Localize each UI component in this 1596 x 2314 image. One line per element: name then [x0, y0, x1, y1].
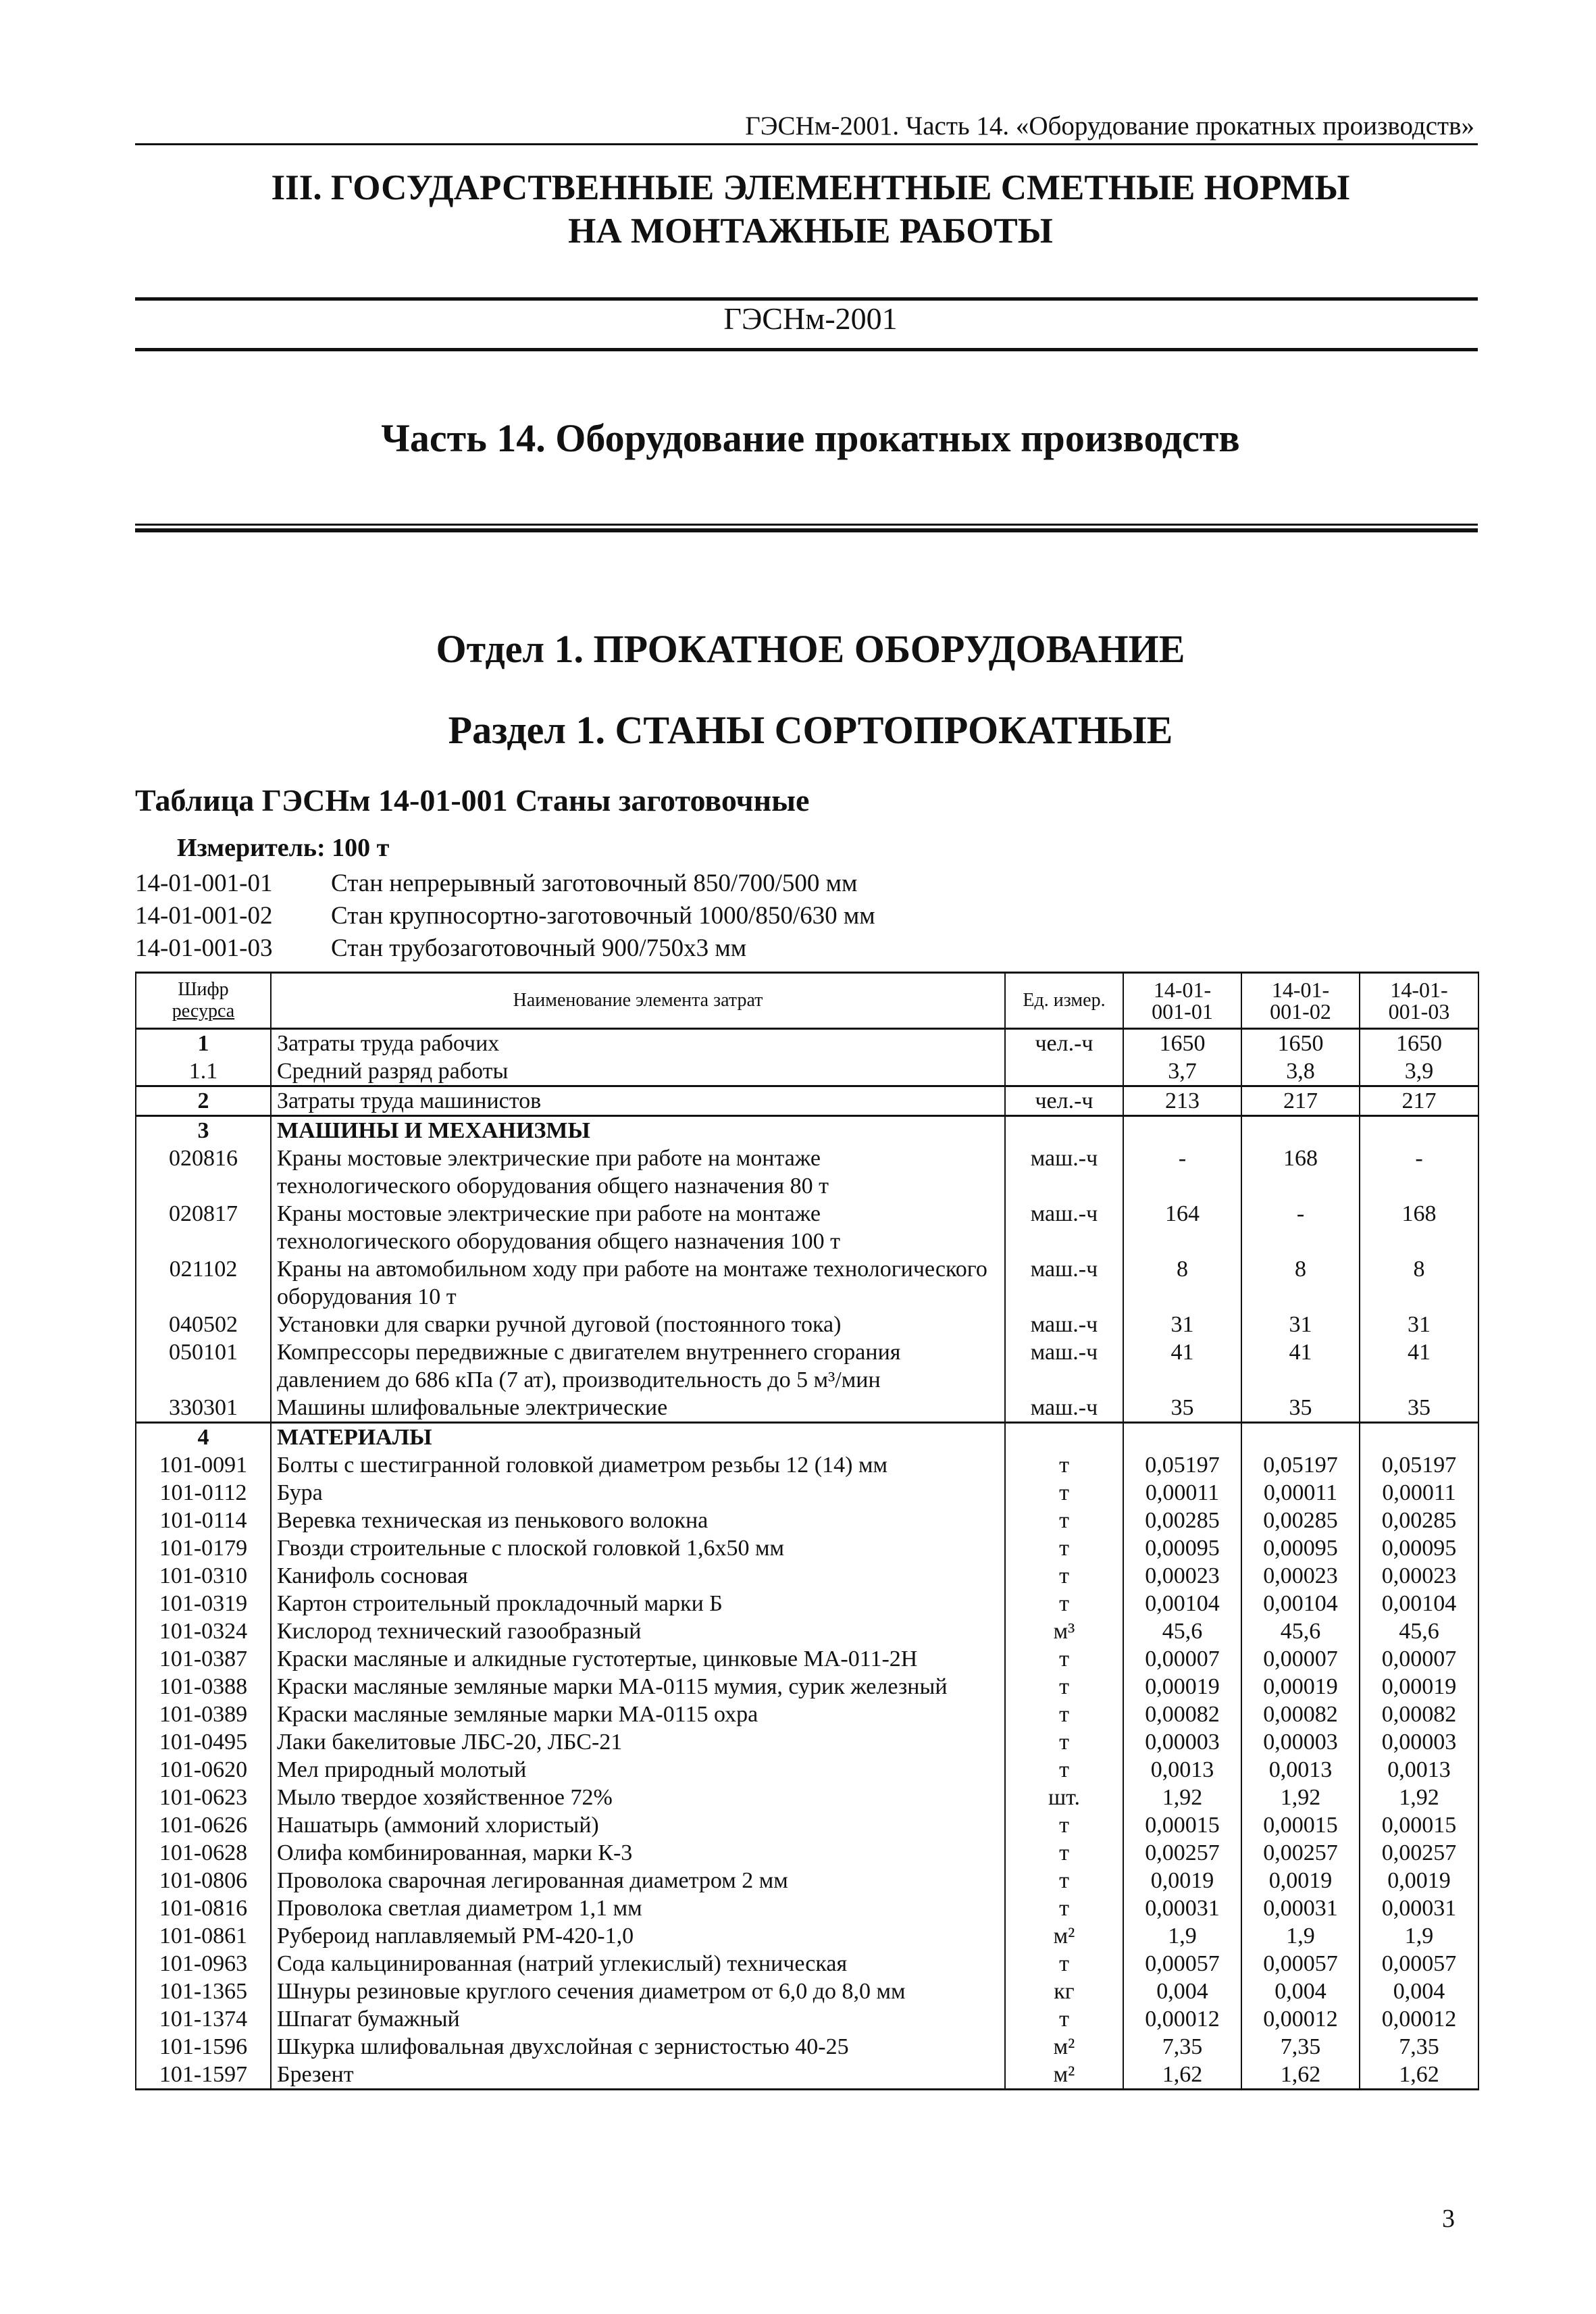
- row-code-cell: 101-0388: [136, 1673, 271, 1701]
- row-unit-cell: [1005, 1057, 1123, 1086]
- row-name-cell: Краны мостовые электрические при работе на монтаже технологического оборудования общего назначения 100 т: [271, 1200, 1005, 1255]
- row-unit-cell: т: [1005, 1894, 1123, 1922]
- row-value-cell: [1360, 1116, 1478, 1145]
- row-code-cell: 101-0861: [136, 1922, 271, 1950]
- row-value-cell: 0,05197: [1123, 1451, 1241, 1479]
- table-row: [136, 1479, 1478, 1507]
- row-code-cell: 101-0623: [136, 1784, 271, 1811]
- meter-line: Измеритель: 100 т: [177, 834, 390, 862]
- row-value-cell: 0,00011: [1241, 1479, 1360, 1507]
- row-value-cell: 7,35: [1123, 2033, 1241, 2061]
- row-value-cell: 1,9: [1360, 1922, 1478, 1950]
- row-value-cell: 0,0019: [1241, 1867, 1360, 1894]
- header-unit: Ед. измер.: [1005, 973, 1123, 1029]
- row-code-cell: 021102: [136, 1255, 271, 1311]
- table-row: [136, 1029, 1478, 1058]
- row-name-cell: Краски масляные земляные марки МА-0115 охра: [271, 1701, 1005, 1728]
- header-name: Наименование элемента затрат: [271, 973, 1005, 1029]
- row-unit-cell: маш.-ч: [1005, 1200, 1123, 1255]
- row-unit-cell: маш.-ч: [1005, 1338, 1123, 1394]
- row-value-cell: 217: [1241, 1086, 1360, 1116]
- code-desc-text: Стан крупносортно-заготовочный 1000/850/630 мм: [331, 902, 875, 930]
- row-unit-cell: м²: [1005, 2033, 1123, 2061]
- table-row: [136, 1200, 1478, 1255]
- row-value-cell: 0,00285: [1123, 1507, 1241, 1534]
- row-value-cell: 0,004: [1360, 1978, 1478, 2005]
- row-value-cell: 0,00019: [1241, 1673, 1360, 1701]
- row-name-cell: Сода кальцинированная (натрий углекислый) техническая: [271, 1950, 1005, 1978]
- row-value-cell: 8: [1360, 1255, 1478, 1311]
- row-name-cell: Шпагат бумажный: [271, 2005, 1005, 2033]
- row-value-cell: 35: [1360, 1394, 1478, 1423]
- table-row: [136, 1894, 1478, 1922]
- row-name-cell: Проволока светлая диаметром 1,1 мм: [271, 1894, 1005, 1922]
- row-name-cell: Средний разряд работы: [271, 1057, 1005, 1086]
- part-rule-2: [135, 528, 1478, 532]
- header-col1-line2: 001-01: [1152, 999, 1213, 1024]
- row-name-cell: Краски масляные земляные марки МА-0115 мумия, сурик железный: [271, 1673, 1005, 1701]
- row-unit-cell: т: [1005, 1507, 1123, 1534]
- row-value-cell: 31: [1360, 1311, 1478, 1338]
- row-value-cell: 1650: [1123, 1029, 1241, 1058]
- row-unit-cell: т: [1005, 1728, 1123, 1756]
- row-code-cell: 101-1365: [136, 1978, 271, 2005]
- row-value-cell: 0,00285: [1360, 1507, 1478, 1534]
- row-value-cell: 41: [1123, 1338, 1241, 1394]
- row-name-cell: Машины шлифовальные электрические: [271, 1394, 1005, 1423]
- part-rule-1: [135, 524, 1478, 526]
- row-name-cell: МАТЕРИАЛЫ: [271, 1423, 1005, 1452]
- table-row: [136, 1145, 1478, 1200]
- row-value-cell: 0,00257: [1360, 1839, 1478, 1867]
- row-value-cell: 0,00082: [1360, 1701, 1478, 1728]
- row-value-cell: 217: [1360, 1086, 1478, 1116]
- row-value-cell: 31: [1241, 1311, 1360, 1338]
- table-row: [136, 2005, 1478, 2033]
- row-value-cell: 0,00082: [1241, 1701, 1360, 1728]
- table-header-row: [136, 973, 1478, 1029]
- row-value-cell: 3,7: [1123, 1057, 1241, 1086]
- table-row: [136, 1255, 1478, 1311]
- table-row: [136, 1086, 1478, 1116]
- row-value-cell: 168: [1241, 1145, 1360, 1200]
- row-name-cell: Шнуры резиновые круглого сечения диаметром от 6,0 до 8,0 мм: [271, 1978, 1005, 2005]
- row-name-cell: Олифа комбинированная, марки К-3: [271, 1839, 1005, 1867]
- row-name-cell: Нашатырь (аммоний хлористый): [271, 1811, 1005, 1839]
- row-value-cell: 1,9: [1123, 1922, 1241, 1950]
- row-unit-cell: маш.-ч: [1005, 1394, 1123, 1423]
- table-row: [136, 1867, 1478, 1894]
- row-unit-cell: чел.-ч: [1005, 1029, 1123, 1058]
- header-rule: [135, 143, 1478, 145]
- row-unit-cell: м²: [1005, 2061, 1123, 2090]
- row-unit-cell: т: [1005, 1867, 1123, 1894]
- page-number: 3: [1442, 2205, 1455, 2233]
- row-code-cell: 101-1374: [136, 2005, 271, 2033]
- row-value-cell: 0,00007: [1123, 1645, 1241, 1673]
- row-value-cell: 0,00057: [1123, 1950, 1241, 1978]
- row-code-cell: 040502: [136, 1311, 271, 1338]
- main-heading-line1: III. ГОСУДАРСТВЕННЫЕ ЭЛЕМЕНТНЫЕ СМЕТНЫЕ НОРМЫ: [271, 168, 1350, 207]
- table-row: [136, 1784, 1478, 1811]
- row-unit-cell: т: [1005, 1562, 1123, 1590]
- row-unit-cell: т: [1005, 1534, 1123, 1562]
- row-code-cell: 101-0310: [136, 1562, 271, 1590]
- row-name-cell: Установки для сварки ручной дуговой (постоянного тока): [271, 1311, 1005, 1338]
- row-value-cell: 0,00023: [1123, 1562, 1241, 1590]
- table-row: [136, 1507, 1478, 1534]
- row-value-cell: 0,00012: [1241, 2005, 1360, 2033]
- row-value-cell: 1,9: [1241, 1922, 1360, 1950]
- row-code-cell: 3: [136, 1116, 271, 1145]
- table-body: [136, 1029, 1478, 2090]
- row-unit-cell: кг: [1005, 1978, 1123, 2005]
- row-code-cell: 101-0963: [136, 1950, 271, 1978]
- row-name-cell: Гвозди строительные с плоской головкой 1,6х50 мм: [271, 1534, 1005, 1562]
- row-unit-cell: шт.: [1005, 1784, 1123, 1811]
- row-name-cell: Мыло твердое хозяйственное 72%: [271, 1784, 1005, 1811]
- row-value-cell: 0,00023: [1360, 1562, 1478, 1590]
- row-value-cell: 0,05197: [1360, 1451, 1478, 1479]
- norm-table: [135, 972, 1479, 2090]
- part-title: Часть 14. Оборудование прокатных производств: [381, 416, 1240, 460]
- table-row: [136, 1701, 1478, 1728]
- table-row: [136, 1534, 1478, 1562]
- row-unit-cell: т: [1005, 1451, 1123, 1479]
- row-code-cell: 101-0091: [136, 1451, 271, 1479]
- row-code-cell: 101-0620: [136, 1756, 271, 1784]
- row-unit-cell: м³: [1005, 1617, 1123, 1645]
- row-value-cell: 7,35: [1241, 2033, 1360, 2061]
- header-col3: [1360, 973, 1478, 1029]
- row-value-cell: 0,00095: [1241, 1534, 1360, 1562]
- row-value-cell: 41: [1360, 1338, 1478, 1394]
- row-value-cell: 0,0019: [1123, 1867, 1241, 1894]
- header-code: [136, 973, 271, 1029]
- row-name-cell: Веревка техническая из пенькового волокна: [271, 1507, 1005, 1534]
- row-value-cell: 164: [1123, 1200, 1241, 1255]
- row-value-cell: 8: [1241, 1255, 1360, 1311]
- row-value-cell: 0,00082: [1123, 1701, 1241, 1728]
- row-name-cell: Краны мостовые электрические при работе на монтаже технологического оборудования общего назначения 80 т: [271, 1145, 1005, 1200]
- code-desc-code: 14-01-001-03: [135, 934, 273, 962]
- row-code-cell: 101-0112: [136, 1479, 271, 1507]
- row-value-cell: 0,05197: [1241, 1451, 1360, 1479]
- row-code-cell: 020817: [136, 1200, 271, 1255]
- row-value-cell: 1,92: [1360, 1784, 1478, 1811]
- row-value-cell: [1123, 1116, 1241, 1145]
- standard-rule-bottom: [135, 348, 1478, 351]
- row-value-cell: 0,00031: [1123, 1894, 1241, 1922]
- row-value-cell: 0,00011: [1123, 1479, 1241, 1507]
- row-value-cell: 0,0013: [1123, 1756, 1241, 1784]
- row-name-cell: Брезент: [271, 2061, 1005, 2090]
- section-title: Раздел 1. СТАНЫ СОРТОПРОКАТНЫЕ: [448, 708, 1173, 752]
- row-unit-cell: т: [1005, 1756, 1123, 1784]
- row-code-cell: 101-1597: [136, 2061, 271, 2090]
- row-value-cell: 35: [1241, 1394, 1360, 1423]
- header-col2-line2: 001-02: [1270, 999, 1331, 1024]
- row-code-cell: 020816: [136, 1145, 271, 1200]
- row-code-cell: 2: [136, 1086, 271, 1116]
- row-value-cell: 31: [1123, 1311, 1241, 1338]
- row-value-cell: 0,00011: [1360, 1479, 1478, 1507]
- row-value-cell: 0,00007: [1360, 1645, 1478, 1673]
- row-value-cell: 0,00003: [1241, 1728, 1360, 1756]
- table-row: [136, 1617, 1478, 1645]
- header-col2: [1241, 973, 1360, 1029]
- row-code-cell: 101-0324: [136, 1617, 271, 1645]
- table-row: [136, 2061, 1478, 2090]
- main-heading-line2: НА МОНТАЖНЫЕ РАБОТЫ: [568, 211, 1053, 251]
- row-code-cell: 101-0806: [136, 1867, 271, 1894]
- row-unit-cell: маш.-ч: [1005, 1145, 1123, 1200]
- row-name-cell: Картон строительный прокладочный марки Б: [271, 1590, 1005, 1617]
- row-name-cell: Бура: [271, 1479, 1005, 1507]
- table-row: [136, 1338, 1478, 1394]
- row-unit-cell: чел.-ч: [1005, 1086, 1123, 1116]
- row-value-cell: 0,00257: [1241, 1839, 1360, 1867]
- row-value-cell: 35: [1123, 1394, 1241, 1423]
- row-value-cell: 0,00057: [1360, 1950, 1478, 1978]
- row-name-cell: Краны на автомобильном ходу при работе на монтаже технологического оборудования 10 т: [271, 1255, 1005, 1311]
- row-code-cell: 101-0816: [136, 1894, 271, 1922]
- row-value-cell: 0,00104: [1123, 1590, 1241, 1617]
- table-row: [136, 1645, 1478, 1673]
- row-value-cell: 0,00015: [1360, 1811, 1478, 1839]
- table-row: [136, 2033, 1478, 2061]
- row-code-cell: 050101: [136, 1338, 271, 1394]
- running-header: ГЭСНм-2001. Часть 14. «Оборудование прокатных производств»: [745, 111, 1474, 141]
- row-value-cell: 0,00104: [1360, 1590, 1478, 1617]
- row-value-cell: 0,00057: [1241, 1950, 1360, 1978]
- row-value-cell: 0,004: [1123, 1978, 1241, 2005]
- row-value-cell: 0,00023: [1241, 1562, 1360, 1590]
- table-row: [136, 1423, 1478, 1452]
- row-code-cell: 101-1596: [136, 2033, 271, 2061]
- table-row: [136, 1950, 1478, 1978]
- row-name-cell: Шкурка шлифовальная двухслойная с зернистостью 40-25: [271, 2033, 1005, 2061]
- row-name-cell: Болты с шестигранной головкой диаметром резьбы 12 (14) мм: [271, 1451, 1005, 1479]
- row-value-cell: 0,00104: [1241, 1590, 1360, 1617]
- row-name-cell: МАШИНЫ И МЕХАНИЗМЫ: [271, 1116, 1005, 1145]
- row-code-cell: 101-0495: [136, 1728, 271, 1756]
- row-value-cell: [1241, 1116, 1360, 1145]
- table-row: [136, 1922, 1478, 1950]
- code-desc-code: 14-01-001-01: [135, 870, 273, 897]
- row-value-cell: 1650: [1360, 1029, 1478, 1058]
- row-unit-cell: т: [1005, 2005, 1123, 2033]
- table-row: [136, 1116, 1478, 1145]
- header-col3-line2: 001-03: [1388, 999, 1450, 1024]
- row-code-cell: 330301: [136, 1394, 271, 1423]
- table-row: [136, 1562, 1478, 1590]
- row-code-cell: 101-0319: [136, 1590, 271, 1617]
- code-desc-row: [135, 901, 875, 930]
- row-code-cell: 1: [136, 1029, 271, 1058]
- row-value-cell: 41: [1241, 1338, 1360, 1394]
- row-value-cell: 0,00015: [1241, 1811, 1360, 1839]
- row-name-cell: Затраты труда рабочих: [271, 1029, 1005, 1058]
- row-value-cell: 168: [1360, 1200, 1478, 1255]
- row-value-cell: 45,6: [1360, 1617, 1478, 1645]
- table-row: [136, 1057, 1478, 1086]
- row-code-cell: 101-0628: [136, 1839, 271, 1867]
- row-name-cell: Лаки бакелитовые ЛБС-20, ЛБС-21: [271, 1728, 1005, 1756]
- row-name-cell: Краски масляные и алкидные густотертые, цинковые МА-011-2Н: [271, 1645, 1005, 1673]
- row-name-cell: Проволока сварочная легированная диаметром 2 мм: [271, 1867, 1005, 1894]
- row-unit-cell: т: [1005, 1645, 1123, 1673]
- row-value-cell: 1,62: [1241, 2061, 1360, 2090]
- row-unit-cell: т: [1005, 1811, 1123, 1839]
- row-value-cell: 1,92: [1241, 1784, 1360, 1811]
- row-value-cell: [1360, 1423, 1478, 1452]
- row-code-cell: 101-0114: [136, 1507, 271, 1534]
- row-name-cell: Затраты труда машинистов: [271, 1086, 1005, 1116]
- table-title: Таблица ГЭСНм 14-01-001 Станы заготовочные: [135, 783, 810, 818]
- table-row: [136, 1673, 1478, 1701]
- row-value-cell: 0,00003: [1123, 1728, 1241, 1756]
- row-unit-cell: [1005, 1116, 1123, 1145]
- row-value-cell: -: [1241, 1200, 1360, 1255]
- row-unit-cell: т: [1005, 1839, 1123, 1867]
- row-unit-cell: т: [1005, 1701, 1123, 1728]
- row-value-cell: 0,00095: [1123, 1534, 1241, 1562]
- row-value-cell: 45,6: [1241, 1617, 1360, 1645]
- table-row: [136, 1728, 1478, 1756]
- header-col3-line1: 14-01-: [1390, 978, 1448, 1002]
- row-value-cell: 0,00015: [1123, 1811, 1241, 1839]
- header-col1-line1: 14-01-: [1153, 978, 1212, 1002]
- row-value-cell: 0,00012: [1123, 2005, 1241, 2033]
- header-code-line2: ресурса: [172, 1001, 235, 1022]
- row-code-cell: 101-0389: [136, 1701, 271, 1728]
- row-code-cell: 4: [136, 1423, 271, 1452]
- row-value-cell: 45,6: [1123, 1617, 1241, 1645]
- table-row: [136, 1394, 1478, 1423]
- row-unit-cell: т: [1005, 1479, 1123, 1507]
- row-code-cell: 101-0387: [136, 1645, 271, 1673]
- table-row: [136, 1590, 1478, 1617]
- row-name-cell: Кислород технический газообразный: [271, 1617, 1005, 1645]
- row-value-cell: 0,00012: [1360, 2005, 1478, 2033]
- standard-label: ГЭСНм-2001: [723, 301, 898, 336]
- row-unit-cell: [1005, 1423, 1123, 1452]
- row-value-cell: 0,00031: [1241, 1894, 1360, 1922]
- main-heading: [135, 166, 1486, 253]
- row-value-cell: 0,0013: [1241, 1756, 1360, 1784]
- row-value-cell: 1650: [1241, 1029, 1360, 1058]
- row-value-cell: 0,00007: [1241, 1645, 1360, 1673]
- row-value-cell: 0,00285: [1241, 1507, 1360, 1534]
- row-unit-cell: т: [1005, 1673, 1123, 1701]
- code-desc-code: 14-01-001-02: [135, 902, 273, 930]
- row-unit-cell: м²: [1005, 1922, 1123, 1950]
- row-name-cell: Рубероид наплавляемый РМ-420-1,0: [271, 1922, 1005, 1950]
- row-unit-cell: маш.-ч: [1005, 1311, 1123, 1338]
- row-value-cell: 0,00095: [1360, 1534, 1478, 1562]
- row-value-cell: 0,0019: [1360, 1867, 1478, 1894]
- row-value-cell: 0,00031: [1360, 1894, 1478, 1922]
- table-row: [136, 1811, 1478, 1839]
- row-value-cell: 1,62: [1360, 2061, 1478, 2090]
- row-code-cell: 101-0626: [136, 1811, 271, 1839]
- row-value-cell: 1,92: [1123, 1784, 1241, 1811]
- row-value-cell: [1241, 1423, 1360, 1452]
- row-value-cell: 1,62: [1123, 2061, 1241, 2090]
- code-desc-row: [135, 934, 746, 963]
- row-value-cell: [1123, 1423, 1241, 1452]
- table-row: [136, 1451, 1478, 1479]
- row-value-cell: 7,35: [1360, 2033, 1478, 2061]
- header-code-line1: Шифр: [178, 979, 229, 1000]
- row-unit-cell: т: [1005, 1950, 1123, 1978]
- row-value-cell: 0,00003: [1360, 1728, 1478, 1756]
- row-value-cell: 3,9: [1360, 1057, 1478, 1086]
- table-row: [136, 1756, 1478, 1784]
- department-title: Отдел 1. ПРОКАТНОЕ ОБОРУДОВАНИЕ: [436, 627, 1185, 671]
- row-value-cell: 0,004: [1241, 1978, 1360, 2005]
- code-desc-row: [135, 869, 857, 898]
- code-desc-text: Стан непрерывный заготовочный 850/700/500 мм: [331, 870, 858, 897]
- code-desc-text: Стан трубозаготовочный 900/750х3 мм: [331, 934, 747, 962]
- row-value-cell: 0,00019: [1123, 1673, 1241, 1701]
- header-col2-line1: 14-01-: [1271, 978, 1330, 1002]
- row-value-cell: 3,8: [1241, 1057, 1360, 1086]
- row-value-cell: 213: [1123, 1086, 1241, 1116]
- row-value-cell: 8: [1123, 1255, 1241, 1311]
- row-unit-cell: т: [1005, 1590, 1123, 1617]
- row-name-cell: Компрессоры передвижные с двигателем внутреннего сгорания давлением до 686 кПа (7 ат), производительность до 5 м³/мин: [271, 1338, 1005, 1394]
- table-row: [136, 1839, 1478, 1867]
- table-row: [136, 1311, 1478, 1338]
- row-unit-cell: маш.-ч: [1005, 1255, 1123, 1311]
- row-value-cell: 0,0013: [1360, 1756, 1478, 1784]
- row-value-cell: 0,00019: [1360, 1673, 1478, 1701]
- row-name-cell: Канифоль сосновая: [271, 1562, 1005, 1590]
- row-value-cell: -: [1360, 1145, 1478, 1200]
- row-code-cell: 1.1: [136, 1057, 271, 1086]
- row-code-cell: 101-0179: [136, 1534, 271, 1562]
- header-col1: [1123, 973, 1241, 1029]
- table-row: [136, 1978, 1478, 2005]
- row-value-cell: -: [1123, 1145, 1241, 1200]
- row-value-cell: 0,00257: [1123, 1839, 1241, 1867]
- row-name-cell: Мел природный молотый: [271, 1756, 1005, 1784]
